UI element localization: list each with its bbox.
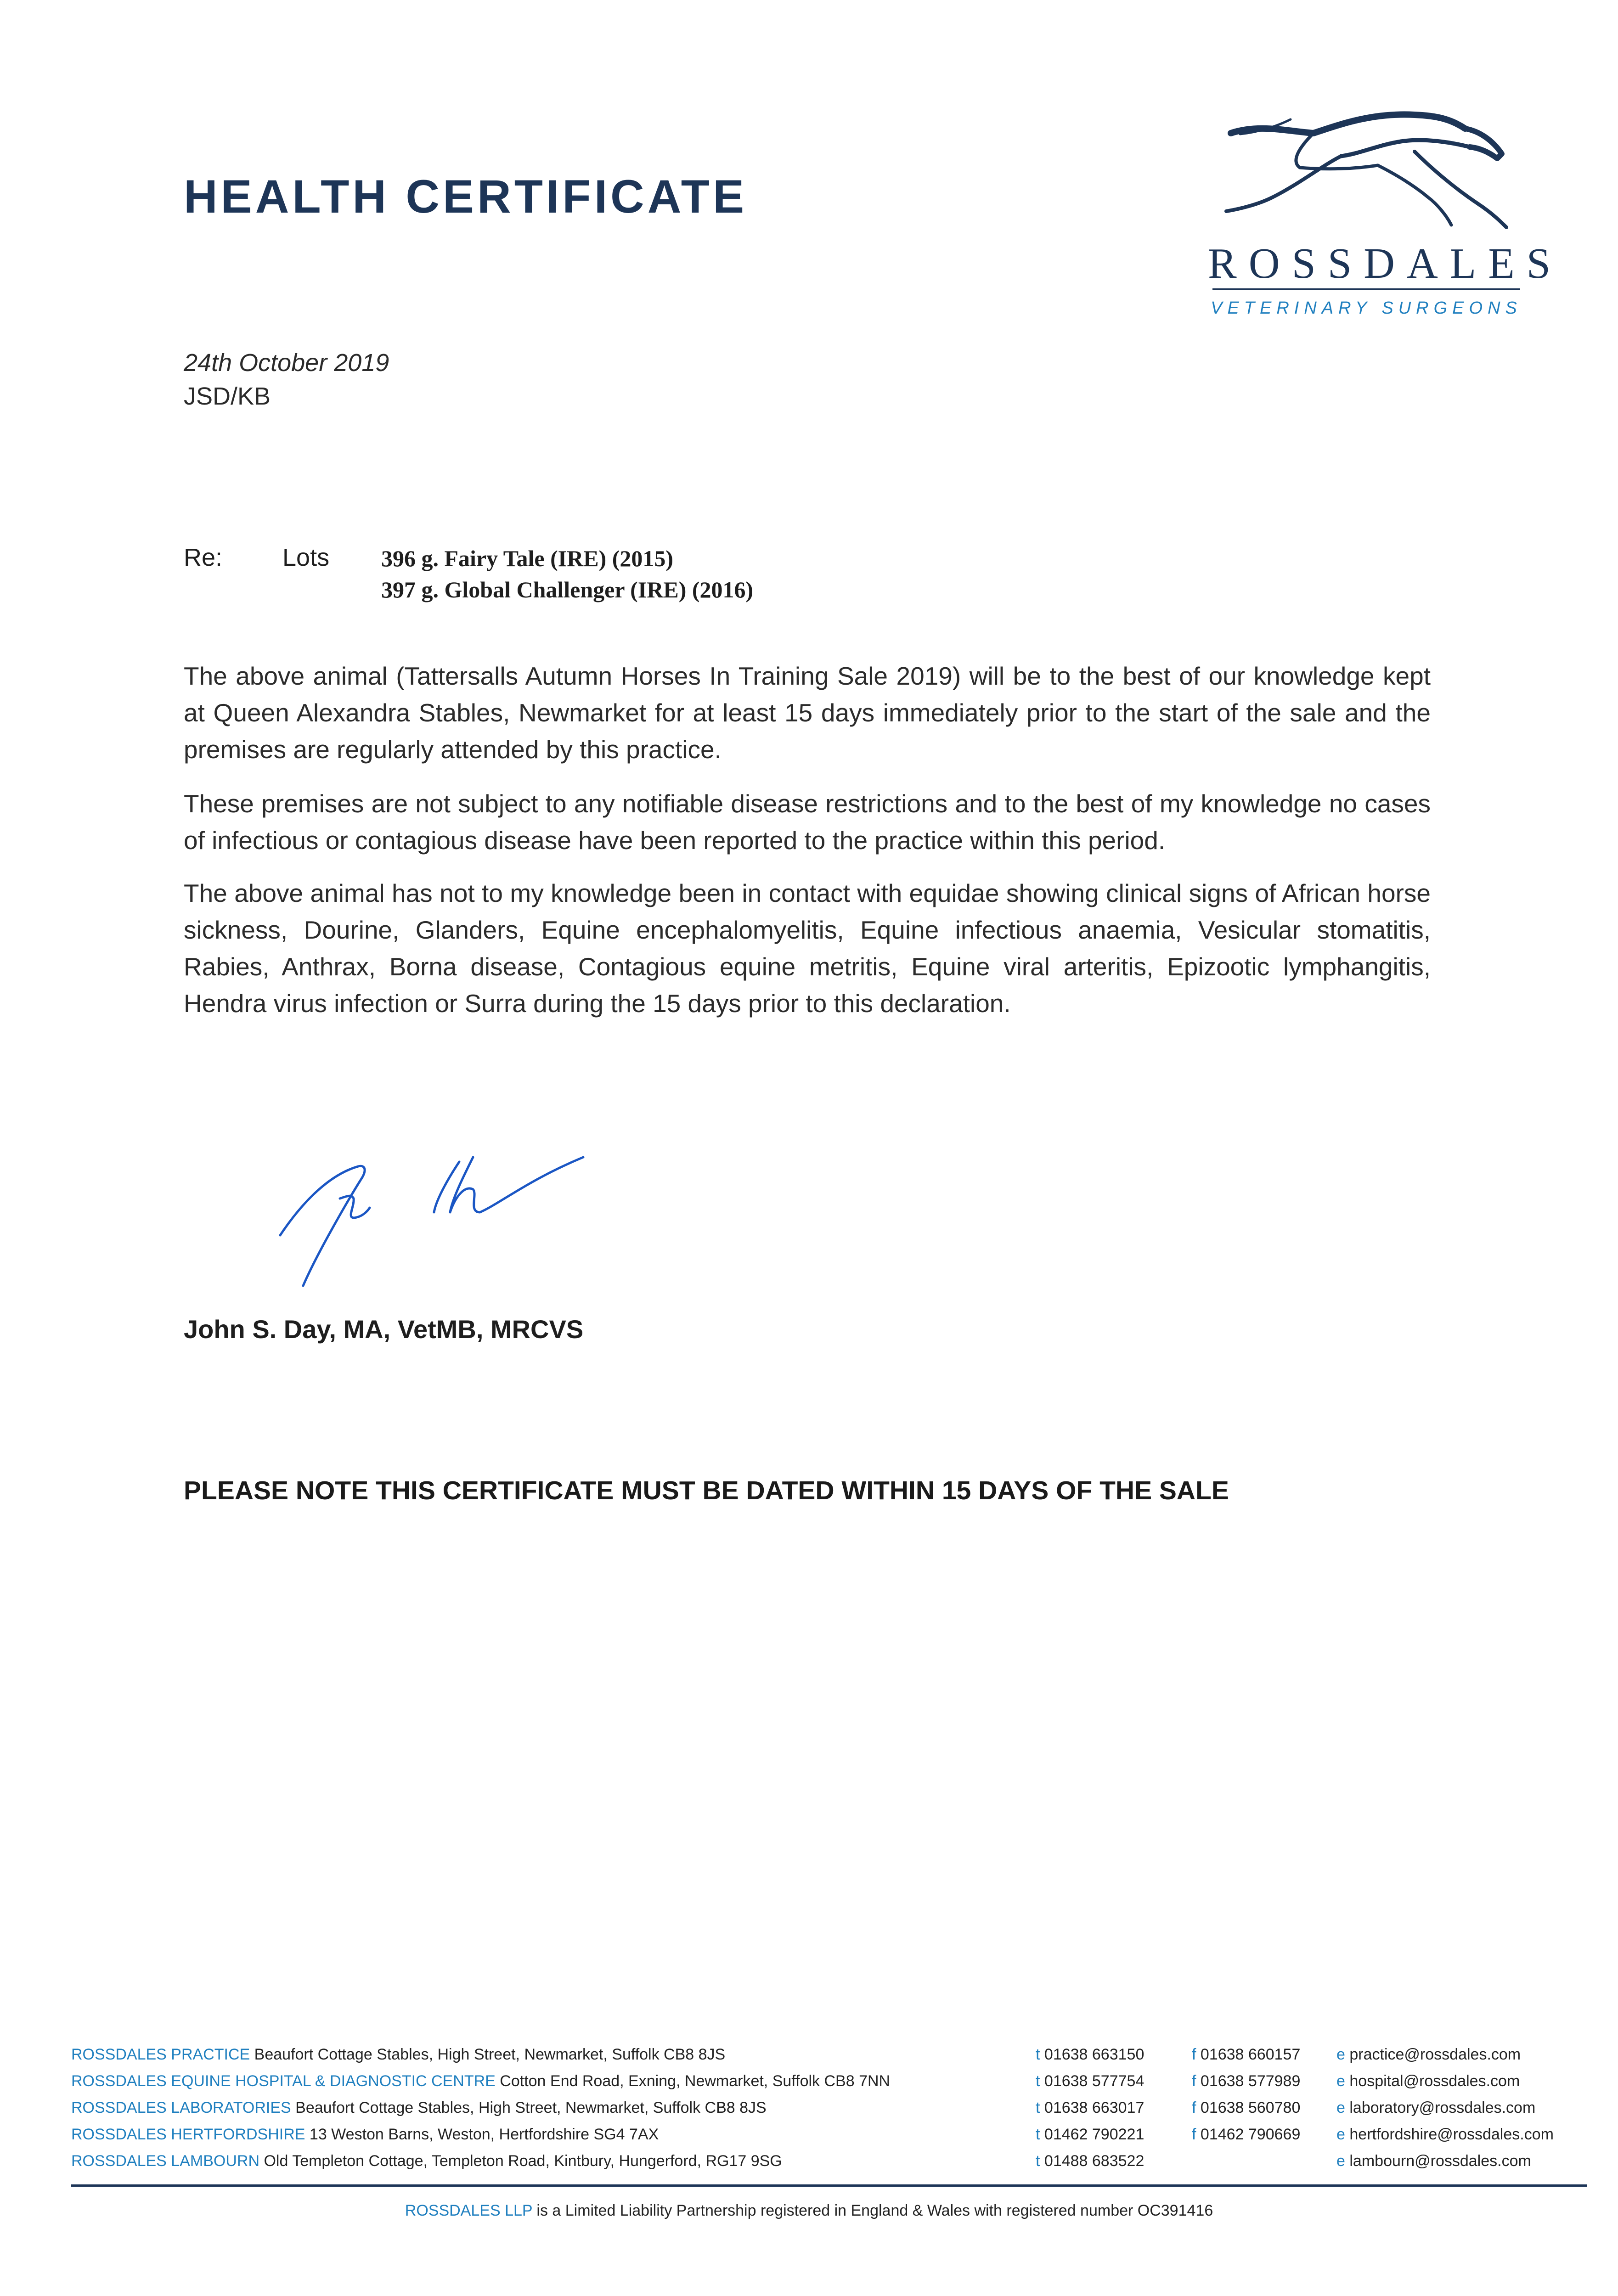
office-email[interactable]: hospital@rossdales.com — [1349, 2072, 1520, 2090]
office-email[interactable]: hertfordshire@rossdales.com — [1349, 2126, 1554, 2143]
rossdales-logo — [1203, 106, 1563, 326]
office-name: ROSSDALES HERTFORDSHIRE — [71, 2126, 305, 2143]
certificate-notice: PLEASE NOTE THIS CERTIFICATE MUST BE DATED WITHIN 15 DAYS OF THE SALE — [184, 1476, 1229, 1505]
logo-divider — [1212, 288, 1520, 290]
email-label: e — [1336, 2126, 1345, 2143]
office-email[interactable]: laboratory@rossdales.com — [1349, 2099, 1536, 2116]
office-address: Beaufort Cottage Stables, High Street, Newmarket, Suffolk CB8 8JS — [295, 2099, 767, 2116]
tel-label: t — [1036, 2072, 1040, 2090]
footer-row — [71, 2072, 1587, 2099]
footer-divider — [71, 2184, 1587, 2187]
office-tel: 01638 577754 — [1044, 2072, 1144, 2090]
footer-row — [71, 2152, 1587, 2179]
lot-item: 397 g. Global Challenger (IRE) (2016) — [381, 577, 754, 602]
horse-logo-icon — [1222, 106, 1516, 234]
logo-subtitle: VETERINARY SURGEONS — [1211, 298, 1522, 318]
office-address: Cotton End Road, Exning, Newmarket, Suffolk CB8 7NN — [500, 2072, 891, 2090]
footer-row — [71, 2046, 1587, 2072]
fax-label: f — [1192, 2126, 1196, 2143]
office-name: ROSSDALES EQUINE HOSPITAL & DIAGNOSTIC CENTRE — [71, 2072, 496, 2090]
body-paragraph: The above animal has not to my knowledge been in contact with equidae showing clinical signs of African horse sickness, Dourine, Glanders, Equine encephalomyelitis, Equine infectious anaemia, Vesicular stomatitis, Rabies, Anthrax, Borna disease, Contagious equine metritis, Equine viral arteritis, Epizootic lymphangitis, Hendra virus infection or Surra during the 15 days prior to this declaration. — [184, 879, 1431, 1018]
office-tel: 01638 663150 — [1044, 2046, 1144, 2063]
lots-label: Lots — [282, 544, 330, 571]
office-name: ROSSDALES LAMBOURN — [71, 2152, 259, 2170]
lot-item: 396 g. Fairy Tale (IRE) (2015) — [381, 546, 674, 571]
signer-name: John S. Day, MA, VetMB, MRCVS — [184, 1315, 584, 1344]
email-label: e — [1336, 2046, 1345, 2063]
tel-label: t — [1036, 2126, 1040, 2143]
fax-label: f — [1192, 2099, 1196, 2116]
office-address: 13 Weston Barns, Weston, Hertfordshire SG4 7AX — [309, 2126, 659, 2143]
footer-row — [71, 2126, 1587, 2152]
office-name: ROSSDALES LABORATORIES — [71, 2099, 291, 2116]
email-label: e — [1336, 2099, 1345, 2116]
fax-label: f — [1192, 2072, 1196, 2090]
document-title: HEALTH CERTIFICATE — [184, 170, 748, 223]
fax-label: f — [1192, 2046, 1196, 2063]
logo-brand-name: ROSSDALES — [1208, 240, 1563, 287]
office-email[interactable]: practice@rossdales.com — [1349, 2046, 1521, 2063]
office-fax: 01638 577989 — [1200, 2072, 1301, 2090]
office-address: Old Templeton Cottage, Templeton Road, Kintbury, Hungerford, RG17 9SG — [264, 2152, 782, 2170]
footer-offices — [71, 2046, 1587, 2179]
office-fax: 01638 560780 — [1200, 2099, 1301, 2116]
tel-label: t — [1036, 2152, 1040, 2170]
re-label: Re: — [184, 544, 223, 571]
tel-label: t — [1036, 2099, 1040, 2116]
office-fax: 01462 790669 — [1200, 2126, 1301, 2143]
llp-name: ROSSDALES LLP — [405, 2202, 532, 2219]
email-label: e — [1336, 2152, 1345, 2170]
body-paragraph: The above animal (Tattersalls Autumn Horses In Training Sale 2019) will be to the best of our knowledge kept at Queen Alexandra Stables, Newmarket for at least 15 days immediately prior to the start of the sale and the premises are regularly attended by this practice. — [184, 662, 1431, 764]
office-tel: 01638 663017 — [1044, 2099, 1144, 2116]
body-paragraph: These premises are not subject to any notifiable disease restrictions and to the best of my knowledge no cases of infectious or contagious disease have been reported to the practice within this period. — [184, 789, 1431, 855]
office-tel: 01488 683522 — [1044, 2152, 1144, 2170]
office-name: ROSSDALES PRACTICE — [71, 2046, 250, 2063]
llp-text: is a Limited Liability Partnership registered in England & Wales with registered number OC391416 — [536, 2202, 1213, 2219]
letter-reference: JSD/KB — [184, 383, 271, 410]
letter-date: 24th October 2019 — [184, 349, 389, 377]
office-tel: 01462 790221 — [1044, 2126, 1144, 2143]
llp-registration — [0, 2202, 1618, 2220]
office-email[interactable]: lambourn@rossdales.com — [1349, 2152, 1531, 2170]
office-address: Beaufort Cottage Stables, High Street, Newmarket, Suffolk CB8 8JS — [254, 2046, 726, 2063]
email-label: e — [1336, 2072, 1345, 2090]
office-fax: 01638 660157 — [1200, 2046, 1301, 2063]
handwritten-signature — [271, 1148, 611, 1306]
footer-row — [71, 2099, 1587, 2126]
tel-label: t — [1036, 2046, 1040, 2063]
